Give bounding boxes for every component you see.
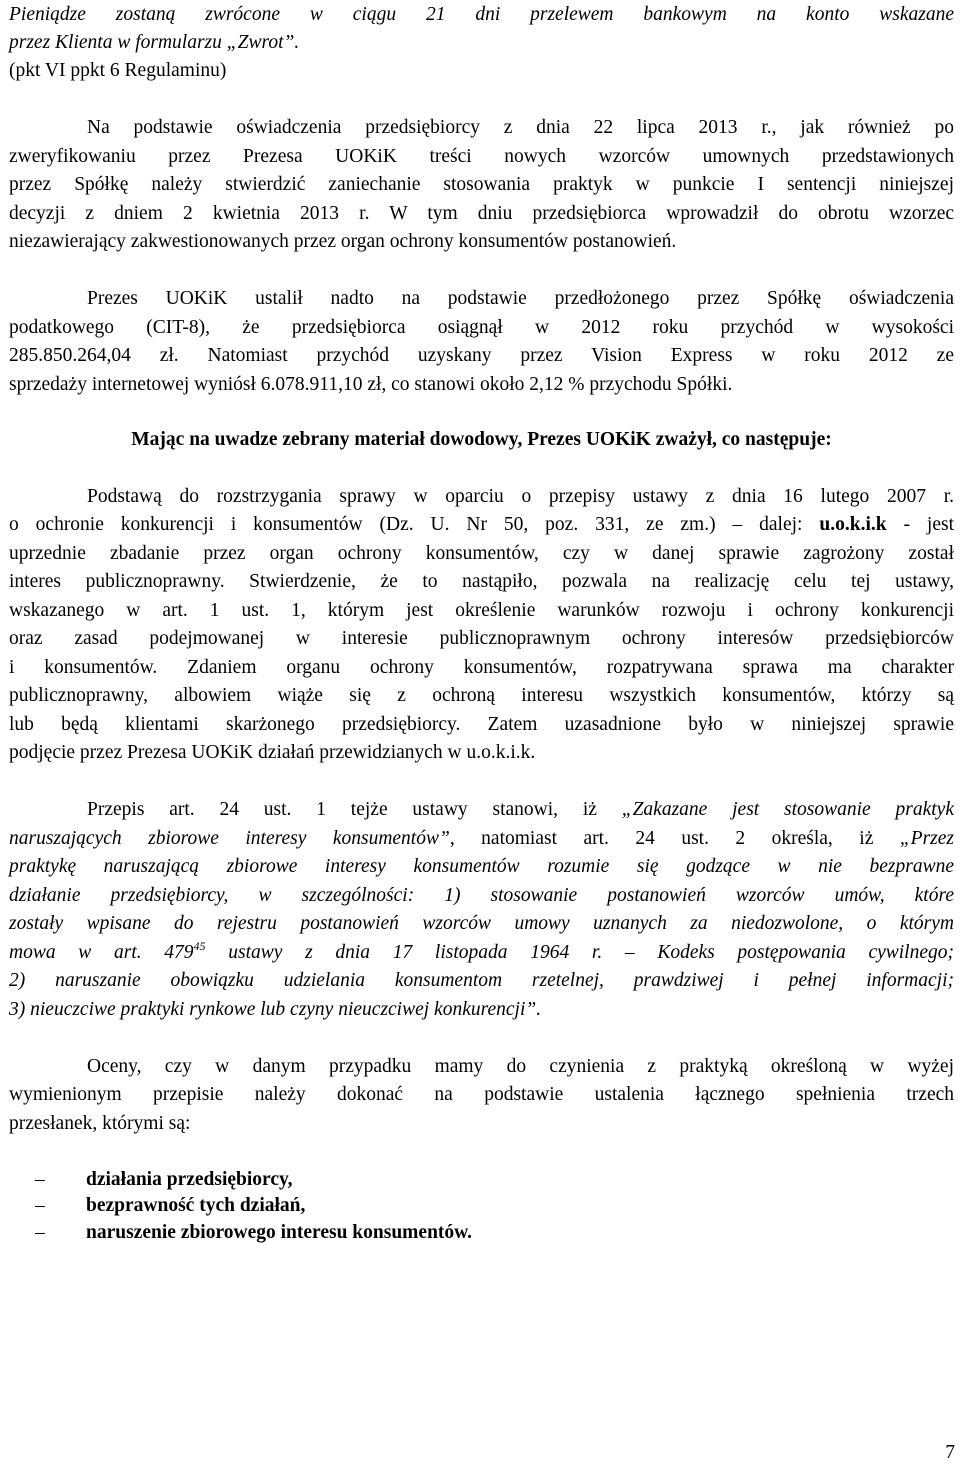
paragraph-line: Na podstawie oświadczenia przedsiębiorcy z dnia 22 lipca 2013 r., jak również po bbox=[87, 117, 954, 138]
paragraph-line: podjęcie przez Prezesa UOKiK działań przewidzianych w u.o.k.i.k. bbox=[9, 742, 536, 763]
list-item-text: naruszenie zbiorowego interesu konsumentów. bbox=[86, 1222, 473, 1243]
quote-reference: (pkt VI ppkt 6 Regulaminu) bbox=[9, 60, 227, 81]
paragraph-line bbox=[9, 824, 954, 853]
paragraph-line bbox=[9, 510, 954, 539]
paragraph-line: 3) nieuczciwe praktyki rynkowe lub czyny nieuczciwej konkurencji”. bbox=[9, 999, 542, 1020]
line-text: , natomiast art. 24 ust. 2 określa, iż bbox=[449, 828, 900, 849]
paragraph-line: praktykę naruszającą zbiorowe interesy konsumentów rozumie się godzące w nie bezprawne bbox=[9, 856, 954, 877]
line-text: - jest bbox=[886, 514, 954, 535]
dash-bullet: – bbox=[35, 1169, 45, 1190]
quote-line: Pieniądze zostaną zwrócone w ciągu 21 dni przelewem bankowym na konto wskazane bbox=[9, 4, 954, 25]
superscript: 45 bbox=[193, 939, 206, 953]
page-number: 7 bbox=[945, 1442, 955, 1463]
paragraph-line: przez Spółkę należy stwierdzić zaniechanie stosowania praktyk w punkcie I sentencji niniejszej bbox=[9, 174, 954, 195]
paragraph-line bbox=[9, 938, 954, 967]
paragraph-line: przesłanek, którymi są: bbox=[9, 1113, 191, 1134]
list-item-text: działania przedsiębiorcy, bbox=[86, 1169, 293, 1190]
paragraph-line: zostały wpisane do rejestru postanowień wzorców umowy uznanych za niedozwolone, o którym bbox=[9, 913, 954, 934]
paragraph-line: wymienionym przepisie należy dokonać na podstawie ustalenia łącznego spełnienia trzech bbox=[9, 1084, 954, 1105]
paragraph-line: Prezes UOKiK ustalił nadto na podstawie przedłożonego przez Spółkę oświadczenia bbox=[87, 288, 954, 309]
paragraph-line: oraz zasad podejmowanej w interesie publicznoprawnym ochrony interesów przedsiębiorców bbox=[9, 628, 954, 649]
dash-bullet: – bbox=[35, 1195, 45, 1216]
line-text: o ochronie konkurencji i konsumentów (Dz. U. Nr 50, poz. 331, ze zm.) – dalej: bbox=[9, 514, 820, 535]
section-heading: Mając na uwadze zebrany materiał dowodowy, Prezes UOKiK zważył, co następuje: bbox=[131, 429, 832, 450]
quoted-text: „Przez bbox=[899, 828, 954, 849]
quoted-text: „Zakazane jest stosowanie praktyk bbox=[621, 799, 954, 820]
line-text: Przepis art. 24 ust. 1 tejże ustawy stanowi, iż bbox=[87, 799, 622, 820]
paragraph-line: lub będą klientami skarżonego przedsiębiorcy. Zatem uzasadnione było w niniejszej sprawie bbox=[9, 714, 954, 735]
list-item-text: bezprawność tych działań, bbox=[86, 1195, 306, 1216]
paragraph-line: decyzji z dniem 2 kwietnia 2013 r. W tym dniu przedsiębiorca wprowadził do obrotu wzorzec bbox=[9, 203, 954, 224]
paragraph-line: interes publicznoprawny. Stwierdzenie, że to nastąpiło, pozwala na realizację celu tej ustawy, bbox=[9, 571, 954, 592]
abbreviation: u.o.k.i.k bbox=[819, 514, 887, 535]
paragraph-line: uprzednie zbadanie przez organ ochrony konsumentów, czy w danej sprawie zagrożony został bbox=[9, 543, 954, 564]
paragraph-line: 285.850.264,04 zł. Natomiast przychód uzyskany przez Vision Express w roku 2012 ze bbox=[9, 345, 954, 366]
quoted-text: naruszających zbiorowe interesy konsumentów” bbox=[9, 828, 450, 849]
quote-line: przez Klienta w formularzu „Zwrot”. bbox=[9, 32, 300, 53]
list-item bbox=[9, 1165, 954, 1194]
paragraph-line: wskazanego w art. 1 ust. 1, którym jest określenie warunków rozwoju i ochrony konkurencji bbox=[9, 600, 954, 621]
paragraph-line: i konsumentów. Zdaniem organu ochrony konsumentów, rozpatrywana sprawa ma charakter bbox=[9, 657, 954, 678]
dash-bullet: – bbox=[35, 1222, 45, 1243]
paragraph-line bbox=[9, 795, 954, 824]
list-item bbox=[9, 1218, 954, 1247]
line-text: mowa w art. 479 bbox=[9, 942, 194, 963]
paragraph-line: działanie przedsiębiorcy, w szczególności: 1) stosowanie postanowień wzorców umów, które bbox=[9, 885, 954, 906]
paragraph-line: Podstawą do rozstrzygania sprawy w oparciu o przepisy ustawy z dnia 16 lutego 2007 r. bbox=[87, 486, 954, 507]
paragraph-line: zweryfikowaniu przez Prezesa UOKiK treści nowych wzorców umownych przedstawionych bbox=[9, 146, 954, 167]
paragraph-line: 2) naruszanie obowiązku udzielania konsumentom rzetelnej, prawdziwej i pełnej informacji; bbox=[9, 970, 954, 991]
paragraph-line: publicznoprawny, albowiem wiąże się z ochroną interesu wszystkich konsumentów, którzy są bbox=[9, 685, 954, 706]
list-item bbox=[9, 1191, 954, 1220]
paragraph-line: Oceny, czy w danym przypadku mamy do czynienia z praktyką określoną w wyżej bbox=[87, 1056, 954, 1077]
paragraph-line: sprzedaży internetowej wyniósł 6.078.911,10 zł, co stanowi około 2,12 % przychodu Spółki. bbox=[9, 374, 733, 395]
paragraph-line: niezawierający zakwestionowanych przez organ ochrony konsumentów postanowień. bbox=[9, 231, 677, 252]
paragraph-line: podatkowego (CIT-8), że przedsiębiorca osiągnął w 2012 roku przychód w wysokości bbox=[9, 317, 954, 338]
line-text: ustawy z dnia 17 listopada 1964 r. – Kodeks postępowania cywilnego; bbox=[205, 942, 954, 963]
